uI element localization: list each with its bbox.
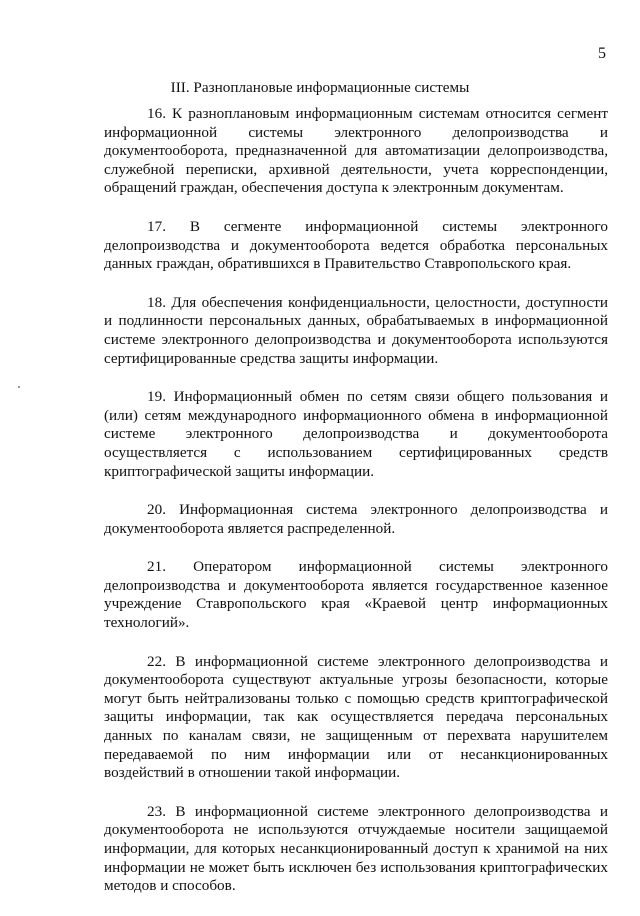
paragraph-17: 17. В сегменте информационной системы электронного делопроизводства и документооборота ведется обработка персональных данных граждан, обратившихся в Правительство Ставропольского края. [104, 217, 608, 273]
page-number: 5 [598, 45, 606, 62]
paragraph-22: 22. В информационной системе электронного делопроизводства и документооборота существуют актуальные угрозы безопасности, которые могут быть нейтрализованы только с помощью средств криптографической защиты информации, так как осуществляется передача персональных данных по каналам связи, не защищенным от перехвата нарушителем передаваемой по ним информации или от несанкционированных воздействий в отношении такой информации. [104, 652, 608, 782]
paragraph-21: 21. Оператором информационной системы электронного делопроизводства и документооборота является государственное казенное учреждение Ставропольского края «Краевой центр информационных технологий». [104, 558, 608, 632]
document-body [104, 105, 608, 916]
paragraph-20: 20. Информационная система электронного делопроизводства и документооборота является распределенной. [104, 501, 608, 537]
paragraph-19: 19. Информационный обмен по сетям связи общего пользования и (или) сетям международного информационного обмена в информационной системе электронного делопроизводства и документооборота осуществляется с использованием сертифицированных средств криптографической защиты информации. [104, 388, 608, 480]
paragraph-18: 18. Для обеспечения конфиденциальности, целостности, доступности и подлинности персональных данных, обрабатываемых в информационной системе электронного делопроизводства и документооборота используются сертифицированные средства защиты информации. [104, 293, 608, 367]
scan-artifact-dot [18, 386, 20, 388]
paragraph-23: 23. В информационной системе электронного делопроизводства и документооборота не используются отчуждаемые носители защищаемой информации, для которых несанкционированный доступ к хранимой на них информации не может быть исключен без использования криптографических методов и способов. [104, 802, 608, 895]
paragraph-16: 16. К разноплановым информационным системам относится сегмент информационной системы электронного делопроизводства и документооборота, предназначенной для автоматизации делопроизводства, служебной переписки, архивной деятельности, учета корреспонденции, обращений граждан, обеспечения доступа к электронным документам. [104, 105, 608, 197]
section-title: III. Разноплановые информационные системы [170, 79, 470, 96]
